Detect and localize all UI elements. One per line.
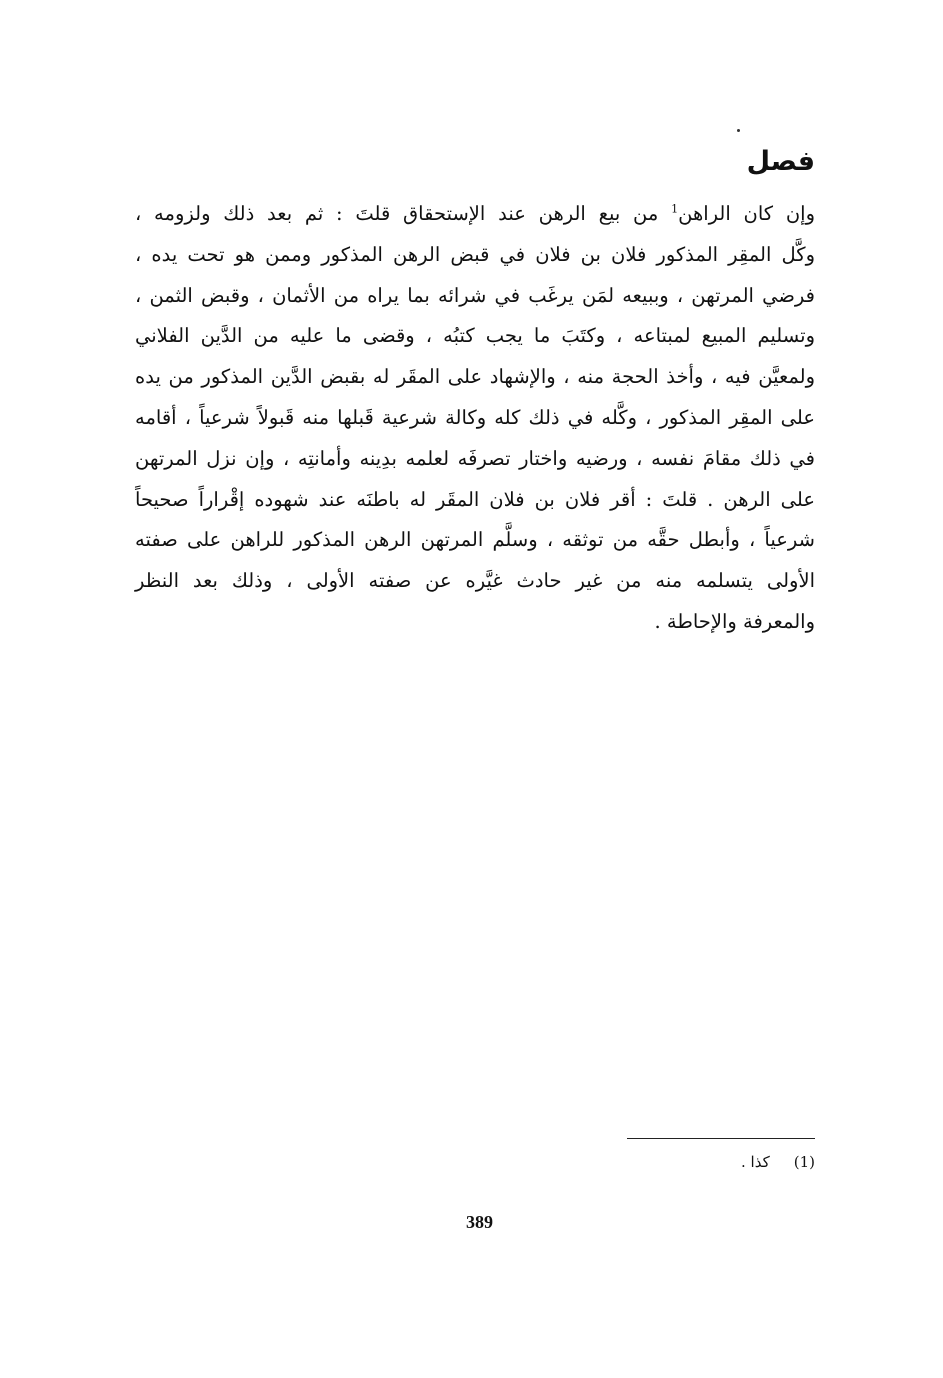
- paragraph-line-3: فرضي المرتهن ، وببيعه لمَن يرغَب في شرائه بما يراه من الأثمان ، وقبض الثمن ،: [135, 283, 815, 307]
- footnote-text: كذا .: [741, 1153, 770, 1171]
- footnote: [741, 1153, 815, 1171]
- paragraph-line-9: شرعياً ، وأبطل حقَّه من توثقه ، وسلَّم المرتهن الرهن المذكور للراهن على صفته: [135, 528, 815, 552]
- paragraph-line-4: وتسليم المبيع لمبتاعه ، وكتَبَ ما يجب كتبُه ، وقضى ما عليه من الدَّين الفلاني: [135, 324, 815, 348]
- paragraph-line-8: على الرهن . قلتَ : أقر فلان بن فلان المقَر له باطنَه عند شهوده إقْراراً صحيحاً: [135, 487, 815, 511]
- section-heading: فصل: [746, 146, 815, 177]
- paragraph-line-7: في ذلك مقامَ نفسه ، ورضيه واختار تصرفَه لعلمه بدِينه وأمانتِه ، وإن نزل المرتهن: [135, 446, 815, 470]
- paragraph-line-6: على المقِر المذكور ، وكَّله في ذلك كله وكالة شرعية قَبلها منه قَبولاً شرعياً ، أقامه: [135, 405, 815, 429]
- first-line-rest: من بيع الرهن عند الإستحقاق قلتَ : ثم بعد ذلك ولزومه ،: [135, 202, 659, 225]
- page-number: 389: [466, 1212, 493, 1232]
- main-paragraph: [135, 194, 815, 643]
- paragraph-line-11: والمعرفة والإحاطة .: [654, 609, 815, 633]
- paragraph-line-1: [135, 194, 815, 235]
- first-line-start: وإن كان الراهن: [678, 202, 815, 225]
- paragraph-line-10: الأولى يتسلمه منه من غير حادث غيَّره عن صفته الأولى ، وذلك بعد النظر: [135, 569, 815, 593]
- footnote-divider: [627, 1138, 815, 1139]
- ink-speck: [737, 129, 740, 132]
- footnote-marker: 1: [671, 202, 679, 216]
- paragraph-line-2: وكَّل المقِر المذكور فلان بن فلان في قبض الرهن المذكور وممن هو تحت يده ،: [135, 242, 815, 266]
- footnote-number: (1): [793, 1153, 815, 1171]
- paragraph-line-5: ولمعيَّن فيه ، وأخذ الحجة منه ، والإشهاد على المقَر له بقبض الدَّين المذكور من يده: [135, 365, 815, 389]
